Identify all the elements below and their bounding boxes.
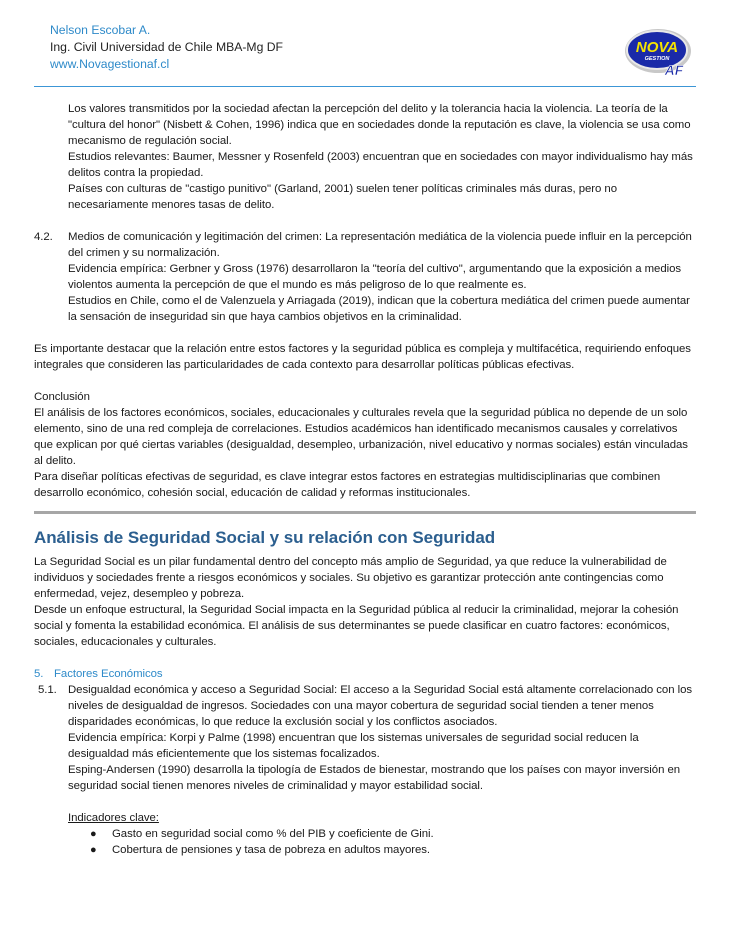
paragraph: Estudios relevantes: Baumer, Messner y Rosenfeld (2003) encuentran que en sociedades con mayor individualismo hay más delitos contra la propiedad. xyxy=(68,151,693,179)
note-paragraph: Es importante destacar que la relación entre estos factores y la seguridad pública es compleja y multifacética, requiriendo enfoques integrales que consideren las particularidades de cada contexto para desarrollar políticas públicas efectivas. xyxy=(34,343,691,371)
list-item-4-2 xyxy=(34,229,696,325)
page-header xyxy=(50,22,283,73)
section-divider xyxy=(34,511,696,514)
website-link[interactable]: www.Novagestionaf.cl xyxy=(50,57,170,71)
subsection-number: 5. xyxy=(34,668,44,680)
document-body xyxy=(34,101,696,858)
paragraph: Desde un enfoque estructural, la Seguridad Social impacta en la Seguridad pública al reducir la criminalidad, mejorar la cohesión social y fomenta la estabilidad económica. El análisis de sus determinantes se puede clasificar en cuatro factores: económicos, sociales, educacionales y culturales. xyxy=(34,604,679,648)
paragraph: Los valores transmitidos por la sociedad afectan la percepción del delito y la tolerancia hacia la violencia. La teoría de la "cultura del honor" (Nisbett & Cohen, 1996) indica que en sociedades donde la reputación es clave, la violencia se usa como mecanismo de regulación social. xyxy=(68,103,691,147)
header-divider xyxy=(34,86,696,87)
svg-text:AF: AF xyxy=(664,62,684,78)
list-item-5-1 xyxy=(34,682,696,858)
bullet-icon: ● xyxy=(90,828,97,840)
indicators-label: Indicadores clave: xyxy=(68,812,159,824)
list-number: 4.2. xyxy=(34,231,53,243)
conclusion-title: Conclusión xyxy=(34,391,90,403)
section-heading: Análisis de Seguridad Social y su relación con Seguridad xyxy=(34,528,496,547)
subsection-title xyxy=(34,666,696,682)
paragraph: El análisis de los factores económicos, sociales, educacionales y culturales revela que la seguridad pública no depende de un solo elemento, sino de una red compleja de correlaciones. Estudios académicos han identificado mecanismos causales y correlativos que explican por qué ciertas variables (desigualdad, desempleo, urbanización, nivel educativo y normas sociales) están vinculadas al delito. xyxy=(34,407,688,467)
paragraph: Medios de comunicación y legitimación del crimen: La representación mediática de la violencia puede influir en la percepción del crimen y su normalización. xyxy=(68,231,692,259)
conclusion-section xyxy=(34,389,696,501)
nova-gestion-logo xyxy=(622,25,694,79)
cultural-values-paragraph xyxy=(34,101,696,213)
svg-text:NOVA: NOVA xyxy=(635,39,679,56)
bullet-icon: ● xyxy=(90,844,97,856)
svg-text:GESTION: GESTION xyxy=(644,56,670,62)
author-name: Nelson Escobar A. xyxy=(50,23,151,37)
subsection-label: Factores Económicos xyxy=(54,668,163,680)
author-title: Ing. Civil Universidad de Chile MBA-Mg DF xyxy=(50,40,283,54)
paragraph: Para diseñar políticas efectivas de seguridad, es clave integrar estos factores en estrategias multidisciplinarias que combinen desarrollo económico, cohesión social, educación de calidad y reformas institucionales. xyxy=(34,471,661,499)
list-item: ● Gasto en seguridad social como % del PIB y coeficiente de Gini. xyxy=(90,828,434,840)
paragraph: La Seguridad Social es un pilar fundamental dentro del concepto más amplio de Seguridad, ya que reduce la vulnerabilidad de individuos y sociedades frente a riesgos económicos y sociales. Su objetivo es garantizar protección ante contingencias como enfermedad, vejez, desempleo y pobreza. xyxy=(34,556,667,600)
paragraph: Desigualdad económica y acceso a Seguridad Social: El acceso a la Seguridad Social está altamente correlacionado con los niveles de desigualdad de ingresos. Sociedades con una mayor cobertura de seguridad social tienden a tener menos disparidades económicas, lo que reduce la exclusión social y los conflictos asociados. xyxy=(68,684,693,728)
paragraph: Evidencia empírica: Gerbner y Gross (1976) desarrollaron la "teoría del cultivo", argumentando que la exposición a medios violentos aumenta la percepción de que el mundo es más peligroso de lo que realmente es. xyxy=(68,263,682,291)
indicators-list xyxy=(90,826,696,858)
paragraph: Países con culturas de "castigo punitivo" (Garland, 2001) suelen tener políticas criminales más duras, pero no necesariamente menores tasas de delito. xyxy=(68,183,617,211)
list-item: ● Cobertura de pensiones y tasa de pobreza en adultos mayores. xyxy=(90,844,431,856)
paragraph: Estudios en Chile, como el de Valenzuela y Arriagada (2019), indican que la cobertura mediática del crimen puede aumentar la sensación de inseguridad sin que haya cambios objetivos en la criminalidad. xyxy=(68,295,690,323)
list-number: 5.1. xyxy=(38,684,57,696)
paragraph: Evidencia empírica: Korpi y Palme (1998) encuentran que los sistemas universales de seguridad social reducen la desigualdad más eficientemente que los sistemas focalizados. xyxy=(68,732,639,760)
paragraph: Esping-Andersen (1990) desarrolla la tipología de Estados de bienestar, mostrando que los países con mayor inversión en seguridad social tienen menores niveles de criminalidad y mayor estabilidad social. xyxy=(68,764,681,792)
section-intro xyxy=(34,554,696,650)
